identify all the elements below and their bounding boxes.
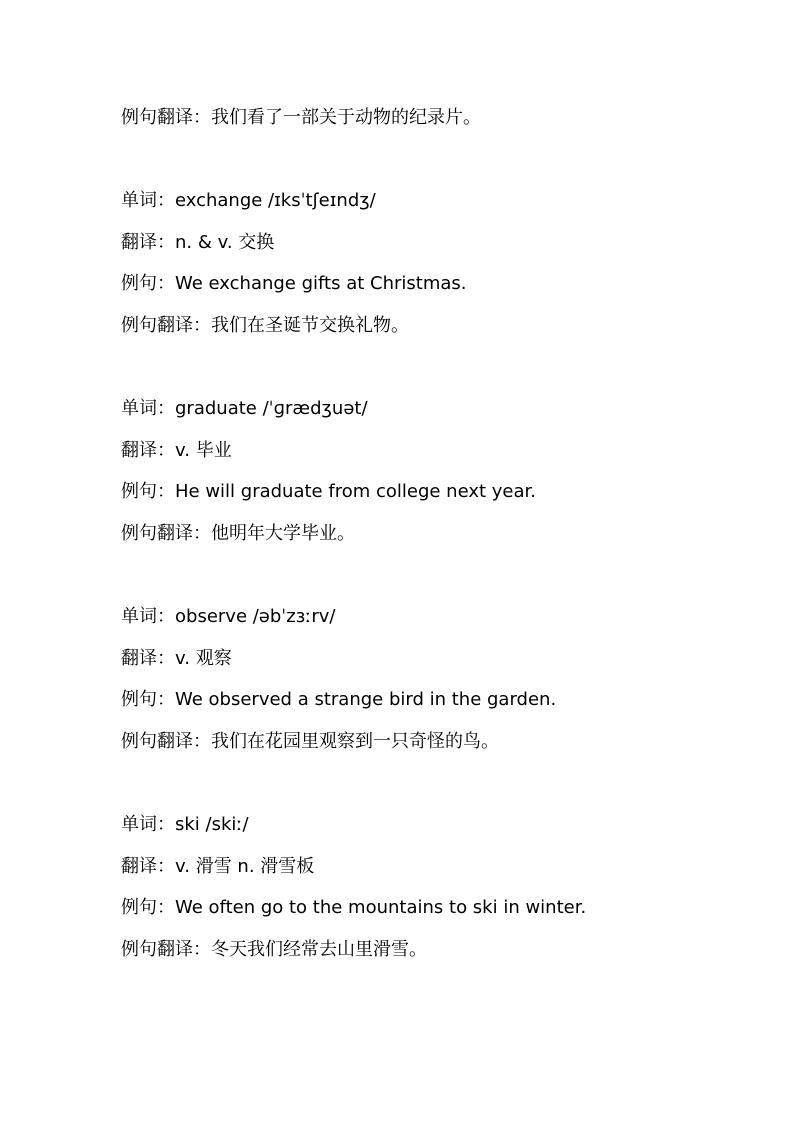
word-line <box>121 605 335 629</box>
word-label: 单词： <box>121 190 175 211</box>
example-translation-text: 我们在花园里观察到一只奇怪的鸟。 <box>211 731 499 752</box>
example-label: 例句： <box>121 273 175 294</box>
example-text: We observed a strange bird in the garden. <box>175 689 557 710</box>
translation-label: 翻译： <box>121 440 175 461</box>
word-label: 单词： <box>121 606 175 627</box>
translation-line <box>121 647 232 671</box>
example-line <box>121 480 536 504</box>
example-label: 例句： <box>121 897 175 918</box>
example-translation-text: 我们在圣诞节交换礼物。 <box>211 315 409 336</box>
example-line <box>121 688 556 712</box>
word-text: graduate /ˈɡrædʒuət/ <box>175 398 368 419</box>
example-translation-text: 冬天我们经常去山里滑雪。 <box>211 939 427 960</box>
example-translation-label: 例句翻译： <box>121 939 211 960</box>
word-line <box>121 813 249 837</box>
translation-label: 翻译： <box>121 856 175 877</box>
example-translation-line <box>121 522 355 546</box>
word-label: 单词： <box>121 398 175 419</box>
example-label: 例句： <box>121 689 175 710</box>
example-translation-label: 例句翻译： <box>121 315 211 336</box>
translation-text: v. 毕业 <box>175 440 232 461</box>
example-label: 例句： <box>121 481 175 502</box>
translation-line <box>121 855 314 879</box>
example-translation-label: 例句翻译： <box>121 107 211 128</box>
translation-text: v. 滑雪 n. 滑雪板 <box>175 856 315 877</box>
example-translation-text: 他明年大学毕业。 <box>211 523 355 544</box>
word-label: 单词： <box>121 814 175 835</box>
word-text: ski /skiː/ <box>175 814 249 835</box>
example-translation-label: 例句翻译： <box>121 523 211 544</box>
translation-label: 翻译： <box>121 232 175 253</box>
word-text: observe /əbˈzɜːrv/ <box>175 606 336 627</box>
example-text: We often go to the mountains to ski in winter. <box>175 897 587 918</box>
word-line <box>121 189 376 213</box>
translation-line <box>121 231 274 255</box>
intro-example-translation-line <box>121 106 481 130</box>
example-translation-line <box>121 730 499 754</box>
example-text: We exchange gifts at Christmas. <box>175 273 467 294</box>
word-line <box>121 397 368 421</box>
translation-label: 翻译： <box>121 648 175 669</box>
example-line <box>121 272 467 296</box>
translation-text: n. & v. 交换 <box>175 232 275 253</box>
translation-line <box>121 439 232 463</box>
example-text: He will graduate from college next year. <box>175 481 536 502</box>
example-translation-label: 例句翻译： <box>121 731 211 752</box>
example-translation-line <box>121 314 409 338</box>
example-line <box>121 896 586 920</box>
word-text: exchange /ɪksˈtʃeɪndʒ/ <box>175 190 376 211</box>
translation-text: v. 观察 <box>175 648 232 669</box>
example-translation-line <box>121 938 427 962</box>
example-translation-text: 我们看了一部关于动物的纪录片。 <box>211 107 481 128</box>
